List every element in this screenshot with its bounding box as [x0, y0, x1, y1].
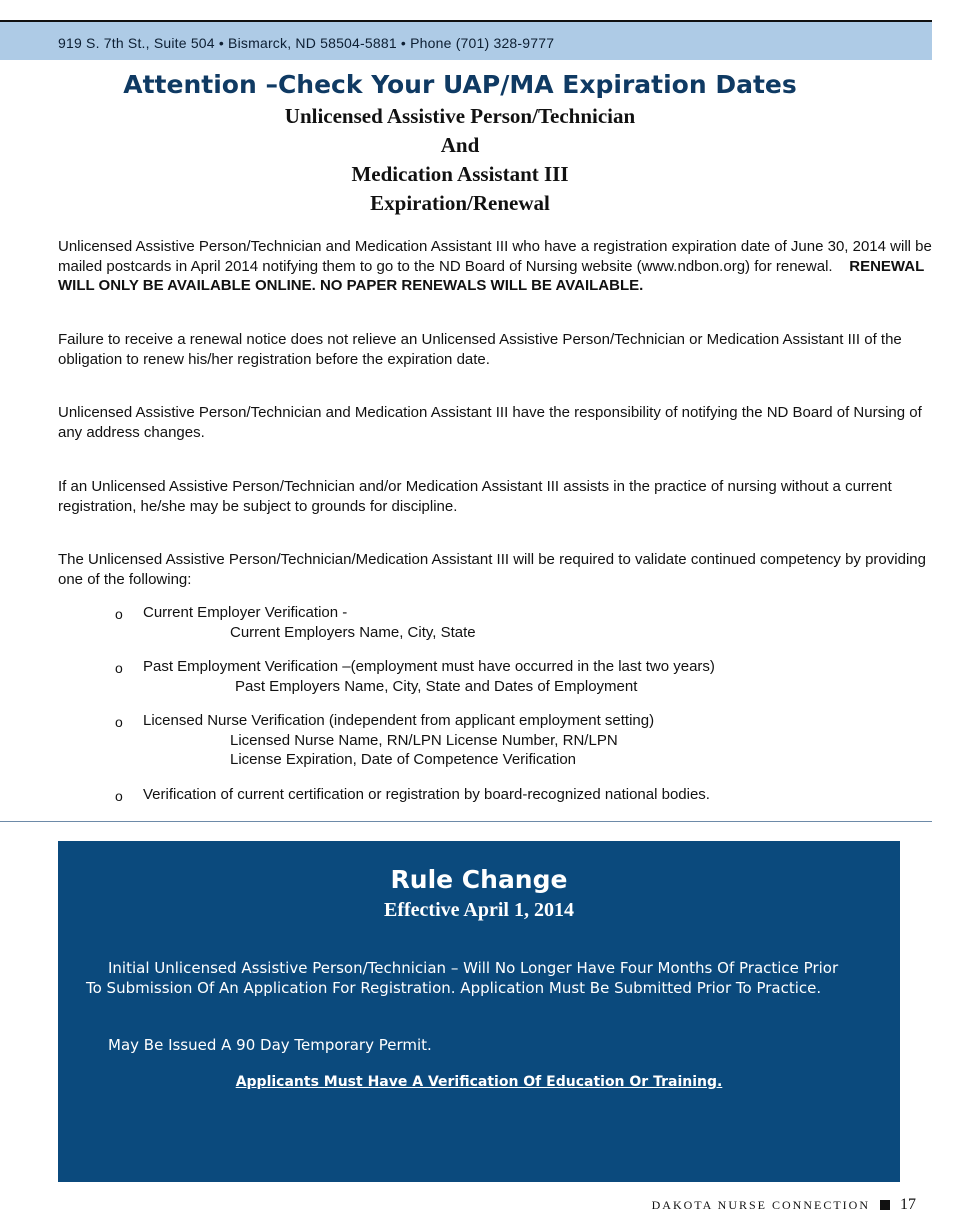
rule-change-title: Rule Change	[390, 865, 568, 894]
paragraph-discipline: If an Unlicensed Assistive Person/Technician and/or Medication Assistant III assists in the practice of nursing without a current registration, he/she may be subject to grounds for discipline.	[58, 478, 892, 515]
subtitle-line-1: Unlicensed Assistive Person/Technician	[284, 104, 636, 128]
bullet-subitem: License Expiration, Date of Competence Verification	[230, 751, 577, 768]
rule-change-permit: May Be Issued A 90 Day Temporary Permit.	[108, 1036, 432, 1054]
bullet-marker: o	[115, 606, 123, 622]
address-bar: 919 S. 7th St., Suite 504 • Bismarck, ND 58504-5881 • Phone (701) 328-9777	[0, 22, 932, 60]
bullet-marker: o	[115, 714, 123, 730]
page-footer	[652, 1196, 916, 1214]
bullet-marker: o	[115, 660, 123, 676]
subtitle-line-4: Expiration/Renewal	[370, 191, 550, 215]
bullet-item: Verification of current certification or registration by board-recognized national bodies.	[143, 786, 710, 803]
bullet-marker: o	[115, 788, 123, 804]
section-divider	[0, 821, 932, 822]
publication-name: DAKOTA NURSE CONNECTION	[651, 1197, 870, 1212]
paragraph-renewal	[58, 237, 933, 296]
square-bullet-icon	[880, 1200, 890, 1210]
paragraph-renewal-bold: RENEWAL WILL ONLY BE AVAILABLE ONLINE. NO PAPER RENEWALS WILL BE AVAILABLE.	[58, 257, 924, 294]
bullet-item: Licensed Nurse Verification (independent from applicant employment setting)	[143, 712, 655, 729]
bullet-item: Past Employment Verification –(employment must have occurred in the last two years)	[143, 658, 715, 675]
bullet-subitem: Licensed Nurse Name, RN/LPN License Number, RN/LPN	[230, 732, 618, 749]
bullet-item: Current Employer Verification -	[143, 604, 348, 621]
article-title: Attention –Check Your UAP/MA Expiration Dates	[123, 70, 797, 99]
paragraph-address-changes: Unlicensed Assistive Person/Technician and Medication Assistant III have the responsibility of notifying the ND Board of Nursing of any address changes.	[58, 404, 922, 441]
subtitle-line-3: Medication Assistant III	[351, 162, 569, 186]
paragraph-competency: The Unlicensed Assistive Person/Technician/Medication Assistant III will be required to validate continued competency by providing one of the following:	[58, 551, 926, 588]
rule-change-box	[58, 841, 900, 1182]
rule-change-paragraph: Initial Unlicensed Assistive Person/Technician – Will No Longer Have Four Months Of Practice Prior To Submission Of An Application For Registration. Application Must Be Submitted Prior To Practice.	[86, 959, 839, 997]
subtitle-line-2: And	[440, 133, 480, 157]
rule-change-subtitle: Effective April 1, 2014	[384, 899, 574, 921]
rule-change-emphasis: Applicants Must Have A Verification Of Education Or Training.	[235, 1074, 723, 1090]
bullet-subitem: Current Employers Name, City, State	[230, 624, 476, 641]
page-number: 17	[900, 1196, 916, 1213]
paragraph-renewal-text: Unlicensed Assistive Person/Technician and Medication Assistant III who have a registration expiration date of June 30, 2014 will be mailed postcards in April 2014 notifying them to go to the ND Board of Nursing website (www.ndbon.org) for renewal.	[58, 238, 932, 275]
bullet-subitem: Past Employers Name, City, State and Dates of Employment	[235, 678, 638, 695]
paragraph-failure: Failure to receive a renewal notice does not relieve an Unlicensed Assistive Person/Technician or Medication Assistant III of the obligation to renew his/her registration before the expiration date.	[58, 331, 902, 368]
